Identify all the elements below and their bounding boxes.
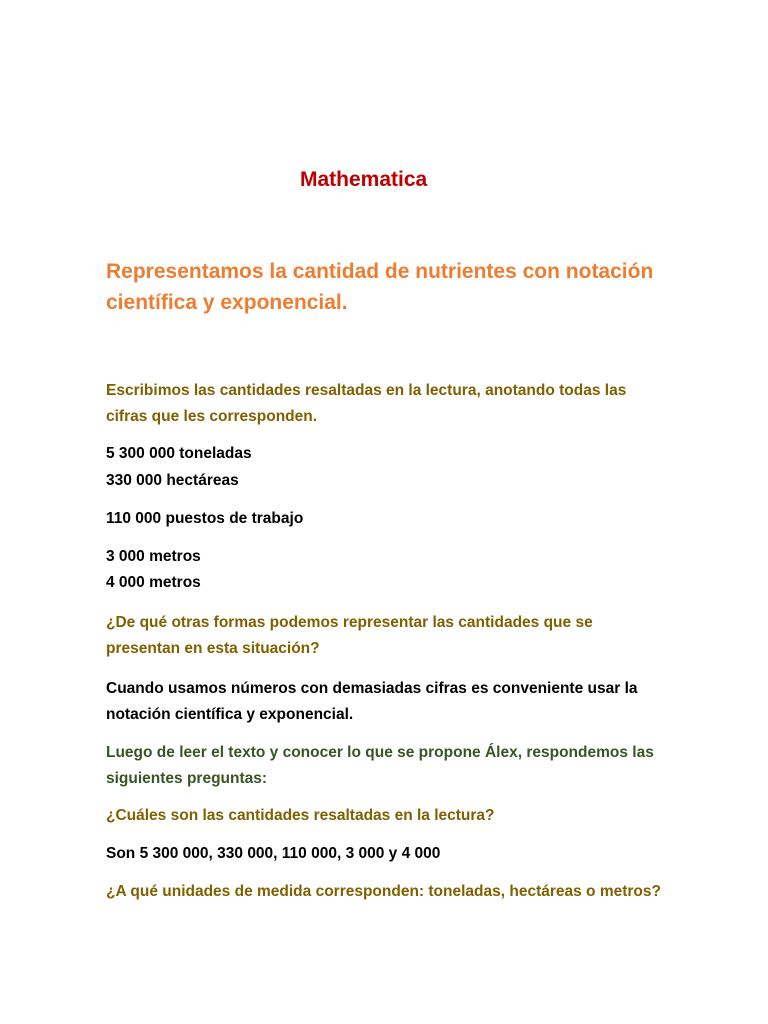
intro-text: Luego de leer el texto y conocer lo que se propone Álex, respondemos las siguientes preguntas: [106, 744, 654, 787]
section-heading: Representamos la cantidad de nutrientes con notación científica y exponencial. [106, 260, 654, 314]
quantity-item: 330 000 hectáreas [106, 472, 239, 489]
answer-text: Cuando usamos números con demasiadas cifras es conveniente usar la notación científica y exponencial. [106, 680, 638, 723]
quantity-item: 3 000 metros [106, 548, 201, 565]
question-text: ¿Cuáles son las cantidades resaltadas en la lectura? [106, 807, 495, 824]
instruction-text: Escribimos las cantidades resaltadas en la lectura, anotando todas las cifras que les corresponden. [106, 382, 627, 425]
quantity-item: 4 000 metros [106, 574, 201, 591]
question-text: ¿De qué otras formas podemos representar las cantidades que se presentan en esta situación? [106, 614, 593, 657]
quantity-item: 110 000 puestos de trabajo [106, 510, 304, 527]
document-title: Mathematica [300, 168, 428, 191]
answer-text: Son 5 300 000, 330 000, 110 000, 3 000 y 4 000 [106, 845, 441, 862]
question-text: ¿A qué unidades de medida corresponden: toneladas, hectáreas o metros? [106, 883, 661, 900]
quantity-item: 5 300 000 toneladas [106, 445, 252, 462]
